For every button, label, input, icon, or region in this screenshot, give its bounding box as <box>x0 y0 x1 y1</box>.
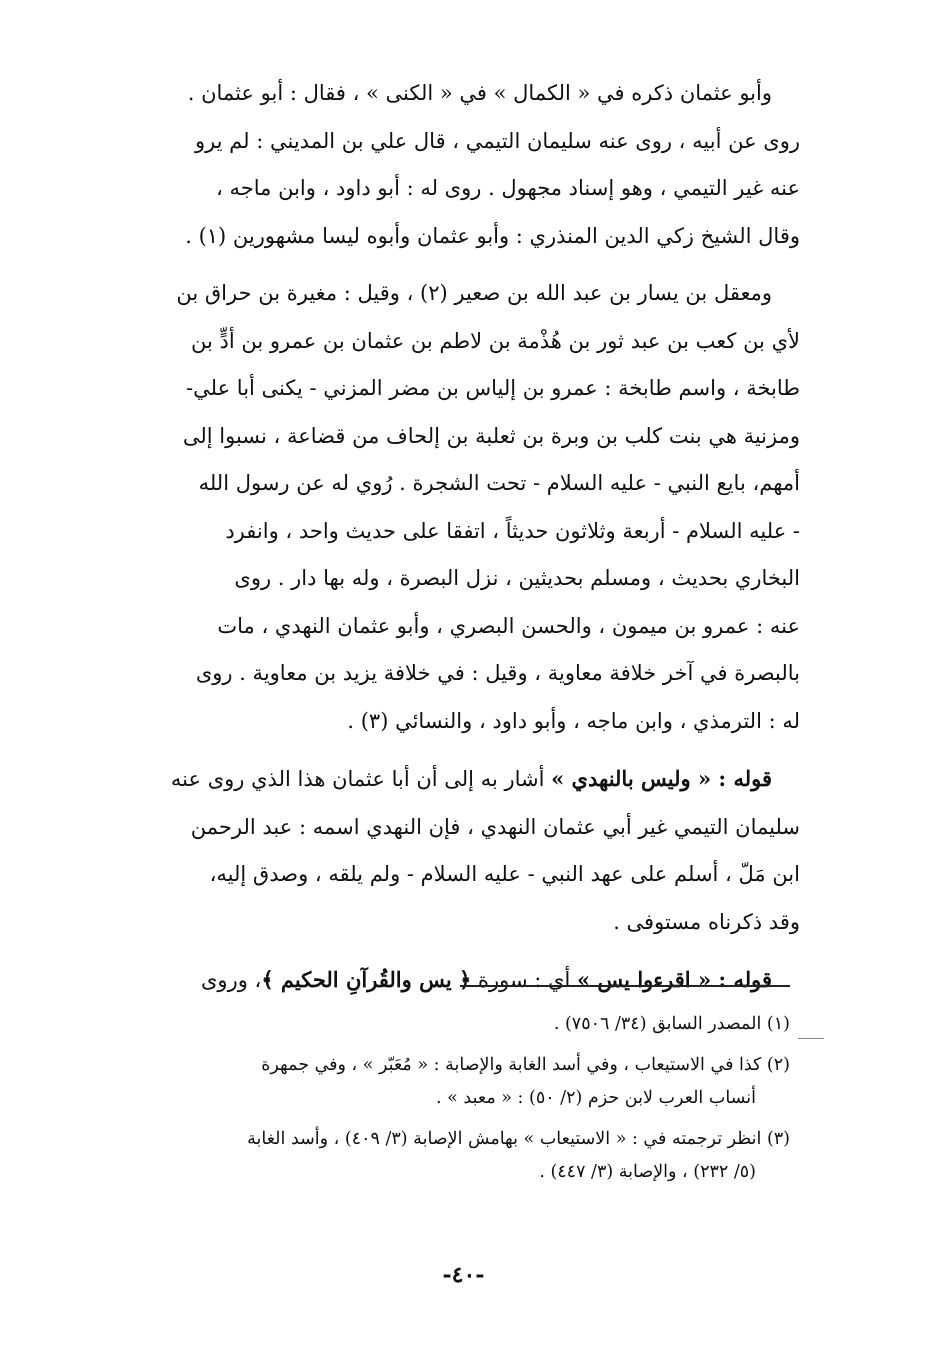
quran-quote: ﴿ يس والقُرآنِ الحكيم ﴾ <box>261 967 472 992</box>
footnote-divider <box>460 985 790 987</box>
text-line: عنه غير التيمي ، وهو إسناد مجهول . روى له : أبو داود ، وابن ماجه ، <box>216 176 800 200</box>
paragraph-2 <box>100 270 800 745</box>
margin-mark <box>798 1038 824 1039</box>
text-line: له : الترمذي ، وابن ماجه ، وأبو داود ، والنسائي (٣) . <box>347 708 800 733</box>
text-line: روى عن أبيه ، روى عنه سليمان التيمي ، قال علي بن المديني : لم يرو <box>194 128 800 153</box>
text-line: ومزنية هي بنت كلب بن وبرة بن ثعلبة بن إلحاف من قضاعة ، نسبوا إلى <box>182 423 800 448</box>
paragraph-3 <box>100 755 800 946</box>
text-segment: ، وروى <box>200 968 262 992</box>
text-line: عنه : عمرو بن ميمون ، والحسن البصري ، وأبو عثمان النهدي ، مات <box>217 613 800 638</box>
page-number: -٤٠- <box>442 1262 485 1288</box>
footnote-line: (٣) انظر ترجمته في : « الاستيعاب » بهامش الإصابة (٣/ ٤٠٩) ، وأسد الغابة <box>247 1129 790 1149</box>
commentary-lead: قوله : « اقرءوا يس » <box>576 967 772 992</box>
paragraph-1 <box>100 70 800 260</box>
footnote-line: أنساب العرب لابن حزم (٢/ ٥٠) : « معبد » . <box>436 1088 756 1108</box>
paragraph-4 <box>100 956 800 1005</box>
text-segment: أي : سورة <box>471 968 577 992</box>
text-line: لأي بن كعب بن عبد ثور بن هُذْمة بن لاطم بن عثمان بن عمرو بن أدٍّ بن <box>190 328 800 353</box>
footnote-1 <box>100 1008 790 1041</box>
footnote-2 <box>100 1049 790 1115</box>
text-segment: أشار به إلى أن أبا عثمان هذا الذي روى عنه <box>170 767 552 791</box>
text-line: سليمان التيمي غير أبي عثمان النهدي ، فإن النهدي اسمه : عبد الرحمن <box>190 814 800 839</box>
footnote-line: (٥/ ٢٣٢) ، والإصابة (٣/ ٤٤٧) . <box>539 1162 756 1182</box>
text-line: البخاري بحديث ، ومسلم بحديثين ، نزل البصرة ، وله بها دار . روى <box>234 566 800 590</box>
text-line: وقد ذكرناه مستوفى . <box>613 909 800 934</box>
text-line <box>100 755 800 804</box>
footnote-line: (١) المصدر السابق (٣٤/ ٧٥٠٦) . <box>553 1014 790 1034</box>
text-line: - عليه السلام - أربعة وثلاثون حديثاً ، اتفقا على حديث واحد ، وانفرد <box>225 518 800 543</box>
text-line: وأبو عثمان ذكره في « الكمال » في « الكنى » ، فقال : أبو عثمان . <box>187 81 772 105</box>
text-line <box>100 956 800 1005</box>
footnote-3 <box>100 1123 790 1189</box>
footnotes <box>100 1008 790 1197</box>
text-line: وقال الشيخ زكي الدين المنذري : وأبو عثمان وأبوه ليسا مشهورين (١) . <box>185 223 800 248</box>
text-line: طابخة ، واسم طابخة : عمرو بن إلياس بن مضر المزني - يكنى أبا علي- <box>186 376 800 400</box>
text-line: بالبصرة في آخر خلافة معاوية ، وقيل : في خلافة يزيد بن معاوية . روى <box>195 661 800 685</box>
text-line: أمهم، بايع النبي - عليه السلام - تحت الشجرة . رُوي له عن رسول الله <box>198 471 800 495</box>
footnote-line: (٢) كذا في الاستيعاب ، وفي أسد الغابة والإصابة : « مُعَبّر » ، وفي جمهرة <box>261 1055 790 1075</box>
text-line: ومعقل بن يسار بن عبد الله بن صعير (٢) ، وقيل : مغيرة بن حراق بن <box>176 281 772 305</box>
main-text <box>100 70 800 1015</box>
text-line: ابن مَلّ ، أسلم على عهد النبي - عليه السلام - ولم يلقه ، وصدق إليه، <box>209 862 800 886</box>
commentary-lead: قوله : « وليس بالنهدي » <box>551 766 772 791</box>
